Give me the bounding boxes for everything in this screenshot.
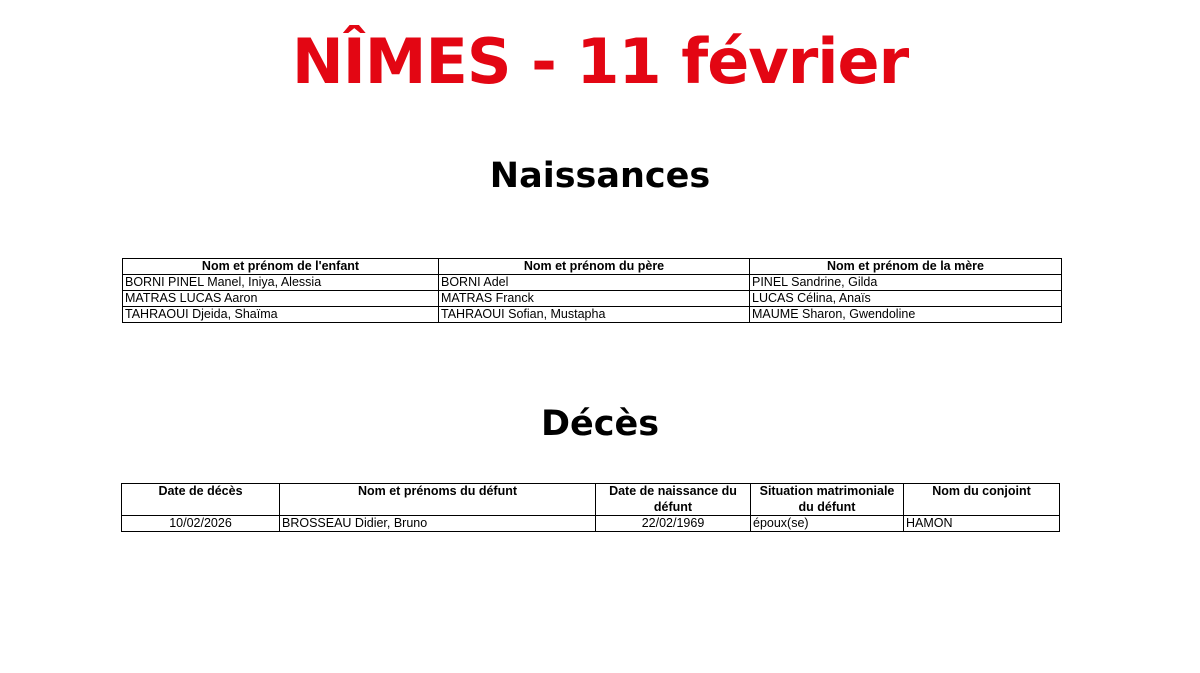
mother-name-cell: LUCAS Célina, Anaïs [750, 291, 1062, 307]
births-column-child: Nom et prénom de l'enfant [123, 259, 439, 275]
table-row [122, 516, 1060, 532]
births-table [122, 258, 1062, 323]
births-header-row [123, 259, 1062, 275]
mother-name-cell: PINEL Sandrine, Gilda [750, 275, 1062, 291]
births-heading: Naissances [489, 156, 711, 196]
father-name-cell: TAHRAOUI Sofian, Mustapha [439, 307, 750, 323]
date-of-death-cell: 10/02/2026 [122, 516, 280, 532]
table-row [123, 307, 1062, 323]
deaths-table [121, 483, 1060, 532]
table-row [123, 291, 1062, 307]
deaths-column-spouse-name: Nom du conjoint [904, 484, 1060, 516]
deaths-column-deceased-name: Nom et prénoms du défunt [280, 484, 596, 516]
child-name-cell: TAHRAOUI Djeida, Shaïma [123, 307, 439, 323]
father-name-cell: BORNI Adel [439, 275, 750, 291]
birth-date-cell: 22/02/1969 [596, 516, 751, 532]
father-name-cell: MATRAS Franck [439, 291, 750, 307]
deaths-column-date-of-death: Date de décès [122, 484, 280, 516]
deaths-column-birth-date: Date de naissance du défunt [596, 484, 751, 516]
marital-status-cell: époux(se) [751, 516, 904, 532]
table-row [123, 275, 1062, 291]
births-column-mother: Nom et prénom de la mère [750, 259, 1062, 275]
page-title: NÎMES - 11 février [291, 25, 909, 98]
births-column-father: Nom et prénom du père [439, 259, 750, 275]
mother-name-cell: MAUME Sharon, Gwendoline [750, 307, 1062, 323]
spouse-name-cell: HAMON [904, 516, 1060, 532]
deaths-column-marital-status: Situation matrimoniale du défunt [751, 484, 904, 516]
child-name-cell: MATRAS LUCAS Aaron [123, 291, 439, 307]
deceased-name-cell: BROSSEAU Didier, Bruno [280, 516, 596, 532]
child-name-cell: BORNI PINEL Manel, Iniya, Alessia [123, 275, 439, 291]
deaths-heading: Décès [540, 404, 660, 444]
deaths-header-row [122, 484, 1060, 516]
